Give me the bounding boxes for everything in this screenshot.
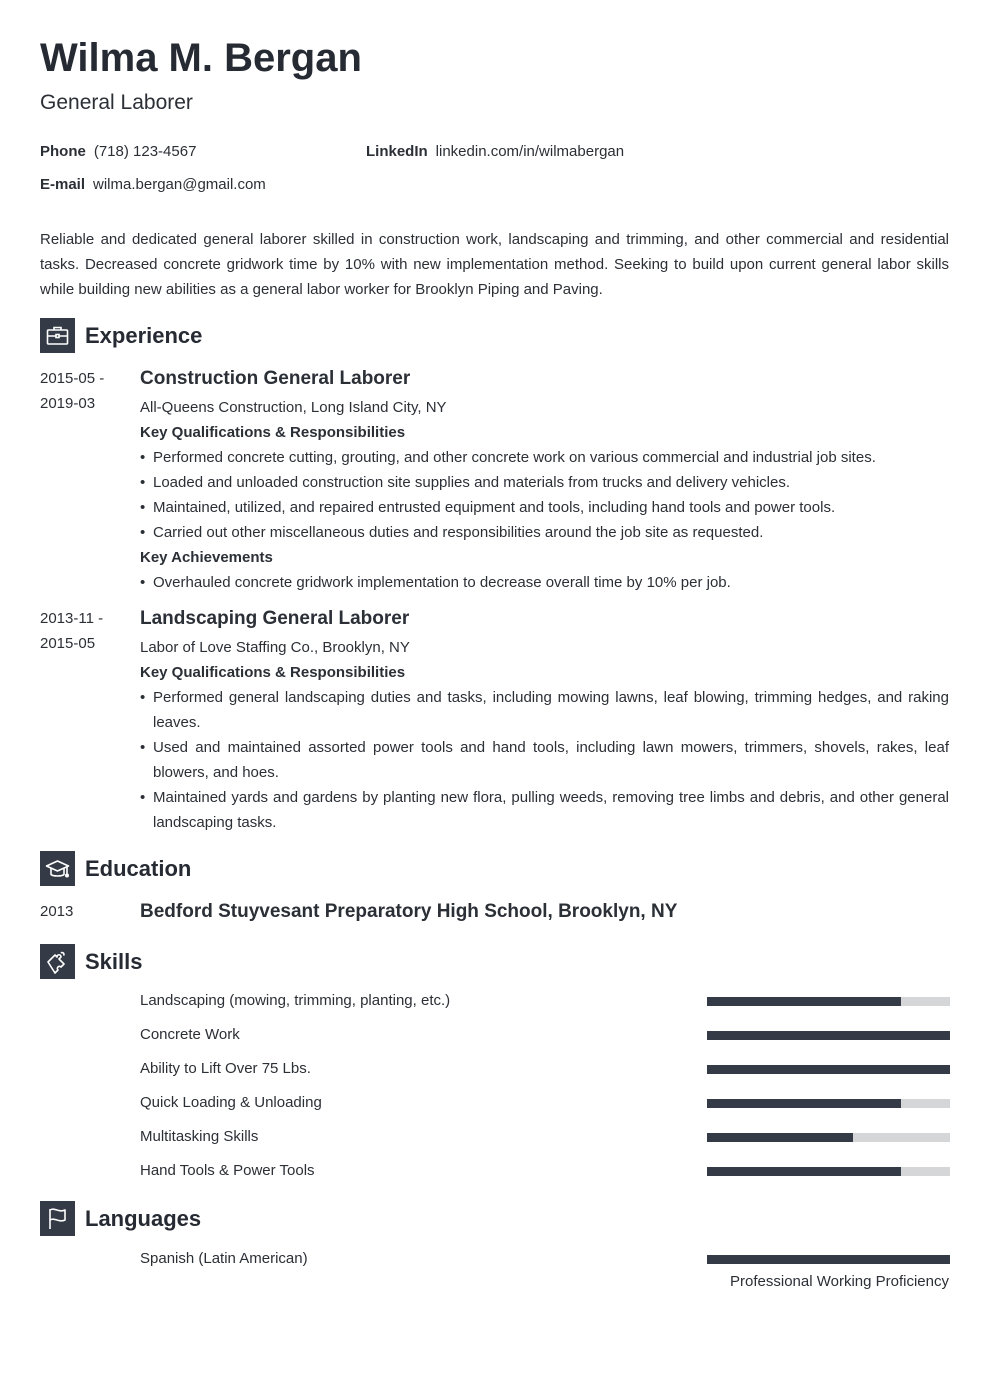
job-2-entry xyxy=(140,606,949,835)
phone-label: Phone xyxy=(40,143,86,160)
skill-level-bar xyxy=(707,1167,950,1176)
contact-email xyxy=(40,176,266,193)
job-2-date-start: 2013-11 - xyxy=(40,610,104,627)
job-1-date-end: 2019-03 xyxy=(40,395,96,412)
email-label: E-mail xyxy=(40,176,86,193)
email-link[interactable]: wilma.bergan@gmail.com xyxy=(93,176,266,193)
candidate-role: General Laborer xyxy=(40,91,193,114)
languages-title: Languages xyxy=(85,1205,202,1231)
language-name: Spanish (Latin American) xyxy=(140,1250,308,1267)
education-school: Bedford Stuyvesant Preparatory High School, Brooklyn, NY xyxy=(140,901,678,922)
education-entry xyxy=(140,899,949,924)
skill-name: Hand Tools & Power Tools xyxy=(140,1162,315,1179)
skill-name: Quick Loading & Unloading xyxy=(140,1094,322,1111)
skill-level-bar xyxy=(707,1031,950,1040)
list-item: • Maintained, utilized, and repaired entrusted equipment and tools, including hand tools and power tools. xyxy=(140,495,949,520)
job-1-date-start: 2015-05 - xyxy=(40,370,105,387)
language-row xyxy=(140,1249,950,1269)
puzzle-icon xyxy=(40,944,75,979)
skill-name: Landscaping (mowing, trimming, planting, etc.) xyxy=(140,992,451,1009)
list-item: • Maintained yards and gardens by planting new flora, pulling weeds, removing tree limbs and debris, and other general landscaping tasks. xyxy=(140,785,949,835)
job-1-achievements xyxy=(140,570,949,595)
job-1-ach-heading: Key Achievements xyxy=(140,549,273,566)
skill-level-fill xyxy=(707,1065,950,1074)
language-level-label: Professional Working Proficiency xyxy=(730,1273,949,1290)
list-item: • Used and maintained assorted power tools and hand tools, including lawn mowers, trimmers, shovels, rakes, leaf blowers, and hoes. xyxy=(140,735,949,785)
experience-title: Experience xyxy=(85,322,203,348)
job-1-qualifications xyxy=(140,445,949,545)
candidate-name: Wilma M. Bergan xyxy=(40,36,362,80)
skill-row xyxy=(140,1127,950,1147)
contact-linkedin xyxy=(366,143,624,160)
skill-level-bar xyxy=(707,997,950,1006)
language-bar xyxy=(707,1255,950,1264)
graduation-cap-icon xyxy=(40,851,75,886)
list-item: • Carried out other miscellaneous duties and responsibilities around the job site as requested. xyxy=(140,520,949,545)
skill-level-bar xyxy=(707,1133,950,1142)
skill-level-fill xyxy=(707,1099,901,1108)
job-1-qual-heading: Key Qualifications & Responsibilities xyxy=(140,424,406,441)
phone-value: (718) 123-4567 xyxy=(93,143,197,160)
briefcase-icon xyxy=(40,318,75,353)
education-year: 2013 xyxy=(40,903,74,920)
summary-paragraph: Reliable and dedicated general laborer skilled in construction work, landscaping and trimming, and other commercial and residential tasks. Decreased concrete gridwork time by 10% with new implementation method. Seeking to build upon current general labor skills while building new abilities as a general labor worker for Brooklyn Piping and Paving. xyxy=(40,231,949,298)
job-2-date-end: 2015-05 xyxy=(40,635,96,652)
language-bar-fill xyxy=(707,1255,950,1264)
job-2-company: Labor of Love Staffing Co., Brooklyn, NY xyxy=(140,639,410,656)
job-2-qual-heading: Key Qualifications & Responsibilities xyxy=(140,664,406,681)
skill-level-fill xyxy=(707,1031,950,1040)
linkedin-label: LinkedIn xyxy=(366,143,428,160)
job-1-entry xyxy=(140,366,949,595)
job-2-qualifications xyxy=(140,685,949,835)
flag-icon xyxy=(40,1201,75,1236)
skill-row xyxy=(140,1093,950,1113)
skill-level-bar xyxy=(707,1065,950,1074)
linkedin-link[interactable]: linkedin.com/in/wilmabergan xyxy=(435,143,625,160)
skill-level-fill xyxy=(707,997,901,1006)
skill-name: Ability to Lift Over 75 Lbs. xyxy=(140,1060,311,1077)
list-item: • Performed concrete cutting, grouting, and other concrete work on various commercial and industrial job sites. xyxy=(140,445,949,470)
job-1-company: All-Queens Construction, Long Island City, NY xyxy=(140,399,447,416)
languages-section-header xyxy=(40,1201,201,1236)
skill-row xyxy=(140,1059,950,1079)
job-2-dates xyxy=(40,606,130,656)
contact-phone xyxy=(40,143,196,160)
skill-level-fill xyxy=(707,1133,853,1142)
job-1-title: Construction General Laborer xyxy=(140,368,411,389)
skill-row xyxy=(140,991,950,1011)
job-2-title: Landscaping General Laborer xyxy=(140,608,410,629)
list-item: • Performed general landscaping duties and tasks, including mowing lawns, leaf blowing, trimming hedges, and raking leaves. xyxy=(140,685,949,735)
skills-section-header xyxy=(40,944,142,979)
skill-level-bar xyxy=(707,1099,950,1108)
skill-row xyxy=(140,1161,950,1181)
job-1-dates xyxy=(40,366,130,416)
list-item: • Overhauled concrete gridwork implementation to decrease overall time by 10% per job. xyxy=(140,570,949,595)
skill-level-fill xyxy=(707,1167,901,1176)
skill-row xyxy=(140,1025,950,1045)
experience-section-header xyxy=(40,318,202,353)
education-section-header xyxy=(40,851,191,886)
skill-name: Multitasking Skills xyxy=(140,1128,259,1145)
skill-name: Concrete Work xyxy=(140,1026,240,1043)
list-item: • Loaded and unloaded construction site supplies and materials from trucks and delivery vehicles. xyxy=(140,470,949,495)
education-title: Education xyxy=(85,855,192,881)
skills-title: Skills xyxy=(85,948,143,974)
